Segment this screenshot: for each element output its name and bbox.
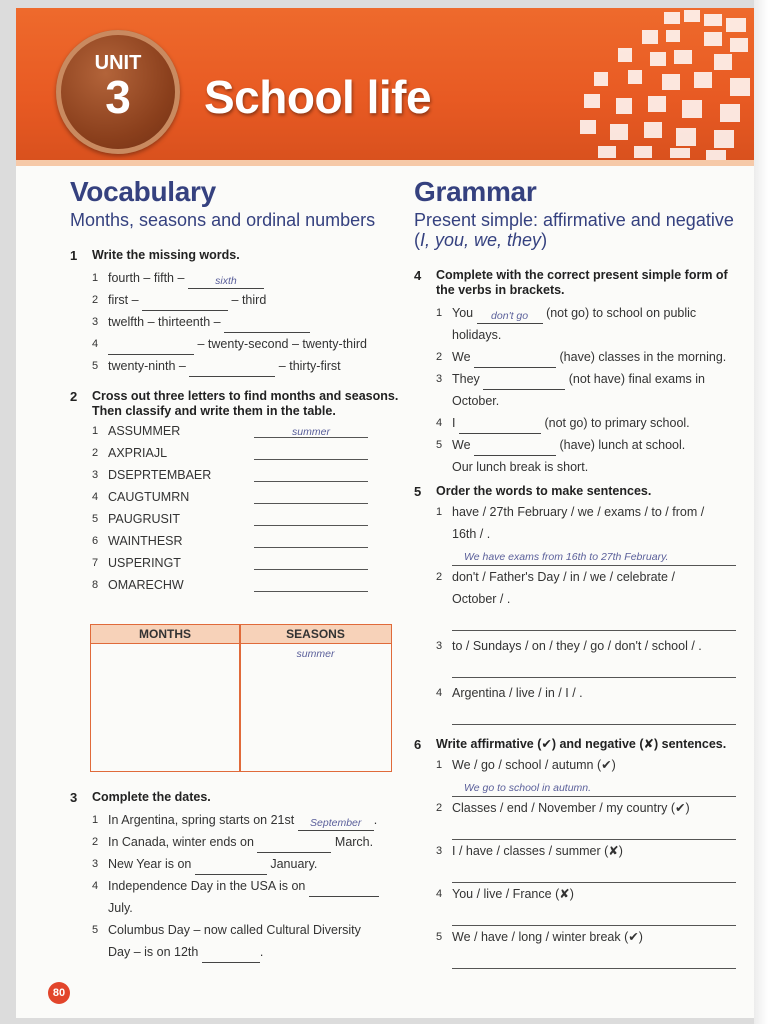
anagram-word: PAUGRUSIT — [108, 512, 180, 526]
exercise-5-item — [436, 566, 744, 610]
instruction-text: Complete with the correct present simple form of the verbs in brackets. — [436, 268, 728, 297]
exercise-6-instruction — [414, 737, 744, 752]
item-number: 1 — [436, 506, 443, 518]
exercise-2-item — [92, 421, 400, 443]
unit-banner — [16, 8, 754, 160]
answer-line[interactable] — [452, 545, 736, 566]
anagram-word: DSEPRTEMBAER — [108, 468, 212, 482]
exercise-5-item — [436, 635, 744, 657]
item-number: 7 — [92, 557, 99, 569]
item-number: 8 — [92, 579, 99, 591]
item-number: 5 — [436, 931, 443, 943]
exercise-2-item — [92, 487, 400, 509]
anagram-word: AXPRIAJL — [108, 446, 168, 460]
answer-text: summer — [292, 426, 330, 438]
anagram-word: USPERINGT — [108, 556, 181, 570]
exercise-3-item — [92, 853, 400, 875]
answer-line[interactable] — [452, 776, 736, 797]
vocabulary-heading: Vocabulary — [70, 176, 216, 207]
instruction-text: Write affirmative (✔) and negative (✘) sentences. — [436, 737, 727, 751]
item-number: 1 — [92, 272, 99, 284]
item-text: first – — [108, 293, 139, 307]
answer-blank[interactable] — [195, 860, 267, 875]
item-number: 5 — [436, 439, 443, 451]
answer-blank[interactable]: September — [298, 816, 374, 831]
exercise-3-item: 5 Columbus Day – now called Cultural Diversity Day – is on 12th . — [108, 919, 400, 963]
item-text: October / . — [452, 592, 511, 606]
item-text: You — [452, 306, 474, 320]
answer-line[interactable] — [254, 481, 368, 482]
answer-blank[interactable] — [224, 318, 310, 333]
item-text: October. — [452, 394, 500, 408]
exercise-number: 1 — [70, 248, 78, 263]
item-text: We — [452, 438, 471, 452]
banner-divider — [16, 160, 754, 166]
answer-line[interactable] — [254, 525, 368, 526]
exercise-6-item — [436, 754, 744, 776]
item-number: 1 — [436, 759, 443, 771]
item-text: (have) lunch at school. — [559, 438, 686, 452]
item-text: – twenty-second – twenty-third — [197, 337, 368, 351]
seasons-column-header: SEASONS — [240, 625, 391, 644]
item-number: 3 — [92, 469, 99, 481]
item-text: (have) classes in the morning. — [559, 350, 727, 364]
item-number: 4 — [92, 491, 99, 503]
answer-line[interactable] — [254, 503, 368, 504]
item-number: 2 — [92, 836, 99, 848]
item-text: Our lunch break is short. — [452, 460, 589, 474]
exercise-6-item — [436, 797, 744, 819]
item-text: twelfth – thirteenth – — [108, 315, 221, 329]
unit-title: School life — [204, 71, 432, 123]
answer-blank[interactable] — [309, 882, 379, 897]
item-text: (not have) final exams in — [568, 372, 705, 386]
exercise-1-item — [92, 289, 400, 311]
exercise-2-item — [92, 575, 400, 597]
answer-line[interactable] — [452, 862, 736, 883]
exercise-3-instruction — [70, 790, 400, 805]
exercise-4-item — [436, 434, 744, 478]
seasons-entry: summer — [296, 648, 335, 660]
item-text: July. — [108, 901, 133, 915]
exercise-1-item — [92, 333, 400, 355]
exercise-1-item — [92, 267, 400, 289]
item-number: 5 — [92, 924, 99, 936]
item-text: New Year is on — [108, 857, 192, 871]
answer-line[interactable] — [452, 704, 736, 725]
item-text: We / go / school / autumn (✔) — [452, 758, 616, 772]
answer-blank[interactable] — [202, 948, 260, 963]
grammar-heading: Grammar — [414, 176, 537, 207]
answer-blank[interactable] — [257, 838, 331, 853]
anagram-word: WAINTHESR — [108, 534, 183, 548]
item-number: 4 — [92, 880, 99, 892]
item-text: They — [452, 372, 480, 386]
item-number: 1 — [436, 307, 443, 319]
answer-line[interactable] — [452, 819, 736, 840]
item-text: (not go) to school on public — [546, 306, 697, 320]
exercise-2-item — [92, 553, 400, 575]
item-text: Day – is on 12th — [108, 945, 199, 959]
item-number: 4 — [436, 888, 443, 900]
answer-line[interactable] — [254, 591, 368, 592]
item-number: 2 — [92, 294, 99, 306]
item-number: 2 — [436, 351, 443, 363]
item-number: 3 — [92, 858, 99, 870]
item-number: 4 — [436, 417, 443, 429]
unit-badge — [56, 30, 180, 154]
answer-line[interactable] — [452, 905, 736, 926]
item-text: In Argentina, spring starts on 21st — [108, 813, 295, 827]
answer-blank[interactable] — [474, 441, 556, 456]
exercise-5-instruction — [414, 484, 744, 499]
item-number: 2 — [436, 802, 443, 814]
answer-blank[interactable] — [189, 362, 275, 377]
months-column-header: MONTHS — [91, 625, 239, 644]
answer-blank[interactable]: sixth — [188, 274, 264, 289]
answer-blank[interactable] — [142, 296, 228, 311]
item-text: have / 27th February / we / exams / to / from / — [452, 505, 705, 519]
exercise-3-item — [92, 809, 400, 831]
exercise-5-item — [436, 682, 744, 704]
subheading-text: ) — [541, 230, 548, 250]
exercise-number: 5 — [414, 484, 422, 499]
unit-number: 3 — [105, 71, 131, 123]
item-text: Classes / end / November / my country (✔) — [452, 801, 690, 815]
answer-line[interactable] — [452, 610, 736, 631]
answer-line[interactable] — [254, 459, 368, 460]
item-text: . — [373, 813, 378, 827]
item-number: 5 — [92, 360, 99, 372]
item-text: fourth – fifth – — [108, 271, 185, 285]
item-text: We / have / long / winter break (✔) — [452, 930, 643, 944]
item-text: January. — [270, 857, 318, 871]
vocabulary-column — [70, 176, 400, 597]
exercise-3-item — [92, 831, 400, 853]
item-text: In Canada, winter ends on — [108, 835, 254, 849]
item-number: 2 — [436, 571, 443, 583]
exercise-6-item — [436, 883, 744, 905]
item-number: 2 — [92, 447, 99, 459]
answer-text: We have exams from 16th to 27th February. — [464, 551, 669, 563]
months-seasons-table — [90, 624, 392, 772]
exercise-4-item — [436, 368, 744, 412]
exercise-2-item — [92, 465, 400, 487]
instruction-text: Complete the dates. — [92, 790, 211, 804]
item-number: 3 — [92, 316, 99, 328]
answer-text: We go to school in autumn. — [464, 782, 592, 794]
item-number: 3 — [436, 845, 443, 857]
answer-line[interactable] — [452, 948, 736, 969]
item-text: I / have / classes / summer (✘) — [452, 844, 623, 858]
exercise-2-instruction — [70, 389, 400, 419]
item-text: holidays. — [452, 328, 502, 342]
exercise-1-item — [92, 355, 400, 377]
subheading-text: Present simple: affirmative and negative ( — [414, 210, 734, 250]
page-number: 80 — [48, 982, 70, 1004]
item-number: 4 — [436, 687, 443, 699]
instruction-text: Cross out three letters to find months and seasons. Then classify and write them in the table. — [92, 389, 399, 418]
vocabulary-subheading: Months, seasons and ordinal numbers — [70, 210, 376, 230]
item-number: 1 — [92, 425, 99, 437]
item-number: 4 — [92, 338, 99, 350]
workbook-page — [16, 8, 754, 1018]
answer-blank[interactable] — [459, 419, 541, 434]
exercise-number: 3 — [70, 790, 78, 805]
item-text: You / live / France (✘) — [452, 887, 574, 901]
item-text: March. — [334, 835, 374, 849]
page-spine — [754, 0, 768, 1024]
item-number: 6 — [92, 535, 99, 547]
anagram-word: OMARECHW — [108, 578, 184, 592]
unit-label: UNIT — [94, 52, 142, 74]
exercise-2-item — [92, 531, 400, 553]
exercise-3 — [70, 790, 400, 963]
grid-decoration — [554, 8, 754, 160]
exercise-number: 6 — [414, 737, 422, 752]
exercise-3-item — [92, 875, 400, 919]
item-text: Columbus Day – now called Cultural Diversity — [108, 923, 361, 937]
item-text: – third — [231, 293, 267, 307]
grammar-subheading — [414, 210, 744, 250]
answer-line[interactable] — [452, 657, 736, 678]
exercise-4-item — [436, 412, 744, 434]
answer-line[interactable] — [254, 569, 368, 570]
exercise-number: 2 — [70, 389, 78, 404]
item-text: Argentina / live / in / I / . — [452, 686, 583, 700]
exercise-1-item — [92, 311, 400, 333]
item-text: twenty-ninth – — [108, 359, 186, 373]
exercise-4-item — [436, 302, 744, 346]
item-number: 1 — [92, 814, 99, 826]
anagram-word: ASSUMMER — [108, 424, 181, 438]
exercise-6-item — [436, 840, 744, 862]
answer-blank[interactable]: don't go — [477, 309, 543, 324]
item-number: 3 — [436, 373, 443, 385]
exercise-6-item — [436, 926, 744, 948]
anagram-word: CAUGTUMRN — [108, 490, 190, 504]
instruction-text: Write the missing words. — [92, 248, 240, 262]
answer-blank[interactable] — [474, 353, 556, 368]
grammar-column — [414, 176, 744, 969]
answer-blank[interactable] — [108, 340, 194, 355]
subheading-italic: I, you, we, they — [420, 230, 542, 250]
item-text: to / Sundays / on / they / go / don't / school / . — [452, 639, 702, 653]
item-text: – thirty-first — [278, 359, 341, 373]
item-text: I — [452, 416, 456, 430]
item-text: Independence Day in the USA is on — [108, 879, 306, 893]
item-number: 3 — [436, 640, 443, 652]
item-text: don't / Father's Day / in / we / celebrate / — [452, 570, 675, 584]
item-text: 16th / . — [452, 527, 491, 541]
item-text: (not go) to primary school. — [544, 416, 690, 430]
answer-blank[interactable] — [483, 375, 565, 390]
exercise-number: 4 — [414, 268, 422, 283]
answer-line[interactable] — [254, 547, 368, 548]
item-text: We — [452, 350, 471, 364]
exercise-1-instruction — [70, 248, 400, 263]
exercise-2-item — [92, 443, 400, 465]
exercise-4-item — [436, 346, 744, 368]
exercise-5-item — [436, 501, 744, 545]
exercise-2-item — [92, 509, 400, 531]
exercise-4-instruction — [414, 268, 744, 298]
instruction-text: Order the words to make sentences. — [436, 484, 652, 498]
item-number: 5 — [92, 513, 99, 525]
